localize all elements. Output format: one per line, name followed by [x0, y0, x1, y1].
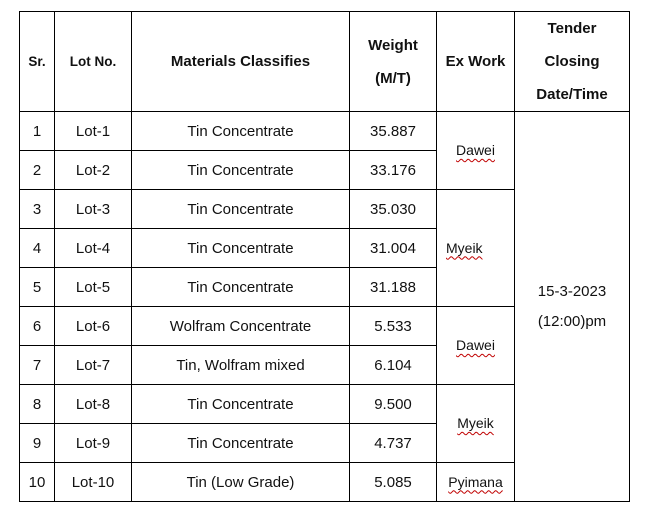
cell-material: Tin Concentrate: [132, 112, 350, 151]
header-sr: Sr.: [20, 12, 55, 112]
cell-material: Tin Concentrate: [132, 385, 350, 424]
cell-lot: Lot-3: [55, 190, 132, 229]
cell-lot: Lot-8: [55, 385, 132, 424]
header-lot-no: Lot No.: [55, 12, 132, 112]
header-tender-closing: [515, 12, 630, 112]
cell-lot: Lot-6: [55, 307, 132, 346]
ex-work-label: Myeik: [457, 415, 494, 431]
cell-ex-work: [437, 190, 515, 307]
header-tender-line1: Tender: [547, 20, 597, 37]
cell-material: Wolfram Concentrate: [132, 307, 350, 346]
cell-closing-datetime: [515, 112, 630, 502]
cell-weight: 33.176: [350, 151, 437, 190]
cell-lot: Lot-1: [55, 112, 132, 151]
cell-sr: 2: [20, 151, 55, 190]
cell-lot: Lot-7: [55, 346, 132, 385]
cell-weight: 35.030: [350, 190, 437, 229]
cell-lot: Lot-9: [55, 424, 132, 463]
cell-material: Tin, Wolfram mixed: [132, 346, 350, 385]
cell-sr: 10: [20, 463, 55, 502]
cell-ex-work: [437, 307, 515, 385]
header-row: [20, 12, 630, 112]
header-weight: [350, 12, 437, 112]
closing-time: (12:00)pm: [537, 312, 607, 330]
cell-weight: 9.500: [350, 385, 437, 424]
cell-lot: Lot-2: [55, 151, 132, 190]
cell-weight: 6.104: [350, 346, 437, 385]
cell-sr: 6: [20, 307, 55, 346]
header-weight-line1: Weight: [368, 36, 418, 54]
cell-ex-work: [437, 463, 515, 502]
cell-lot: Lot-10: [55, 463, 132, 502]
cell-material: Tin Concentrate: [132, 151, 350, 190]
cell-weight: 35.887: [350, 112, 437, 151]
cell-sr: 1: [20, 112, 55, 151]
header-tender-line2: Closing: [544, 53, 600, 70]
header-ex-work: Ex Work: [437, 12, 515, 112]
tender-table: [19, 11, 630, 502]
cell-material: Tin Concentrate: [132, 229, 350, 268]
cell-sr: 7: [20, 346, 55, 385]
cell-material: Tin Concentrate: [132, 190, 350, 229]
ex-work-label: Dawei: [456, 337, 495, 353]
cell-weight: 5.085: [350, 463, 437, 502]
header-tender-line3: Date/Time: [536, 86, 608, 103]
table-row: [20, 112, 630, 151]
cell-lot: Lot-5: [55, 268, 132, 307]
cell-weight: 5.533: [350, 307, 437, 346]
cell-material: Tin Concentrate: [132, 424, 350, 463]
cell-sr: 9: [20, 424, 55, 463]
cell-material: Tin Concentrate: [132, 268, 350, 307]
cell-weight: 4.737: [350, 424, 437, 463]
cell-sr: 5: [20, 268, 55, 307]
cell-ex-work: [437, 385, 515, 463]
cell-sr: 3: [20, 190, 55, 229]
cell-lot: Lot-4: [55, 229, 132, 268]
header-weight-line2: (M/T): [375, 69, 411, 87]
ex-work-label: Myeik: [446, 239, 483, 256]
cell-weight: 31.004: [350, 229, 437, 268]
cell-ex-work: [437, 112, 515, 190]
closing-date: 15-3-2023: [537, 282, 607, 300]
cell-sr: 4: [20, 229, 55, 268]
ex-work-label: Dawei: [456, 142, 495, 158]
header-materials: Materials Classifies: [132, 12, 350, 112]
cell-weight: 31.188: [350, 268, 437, 307]
cell-material: Tin (Low Grade): [132, 463, 350, 502]
cell-sr: 8: [20, 385, 55, 424]
ex-work-label: Pyimana: [448, 473, 503, 490]
